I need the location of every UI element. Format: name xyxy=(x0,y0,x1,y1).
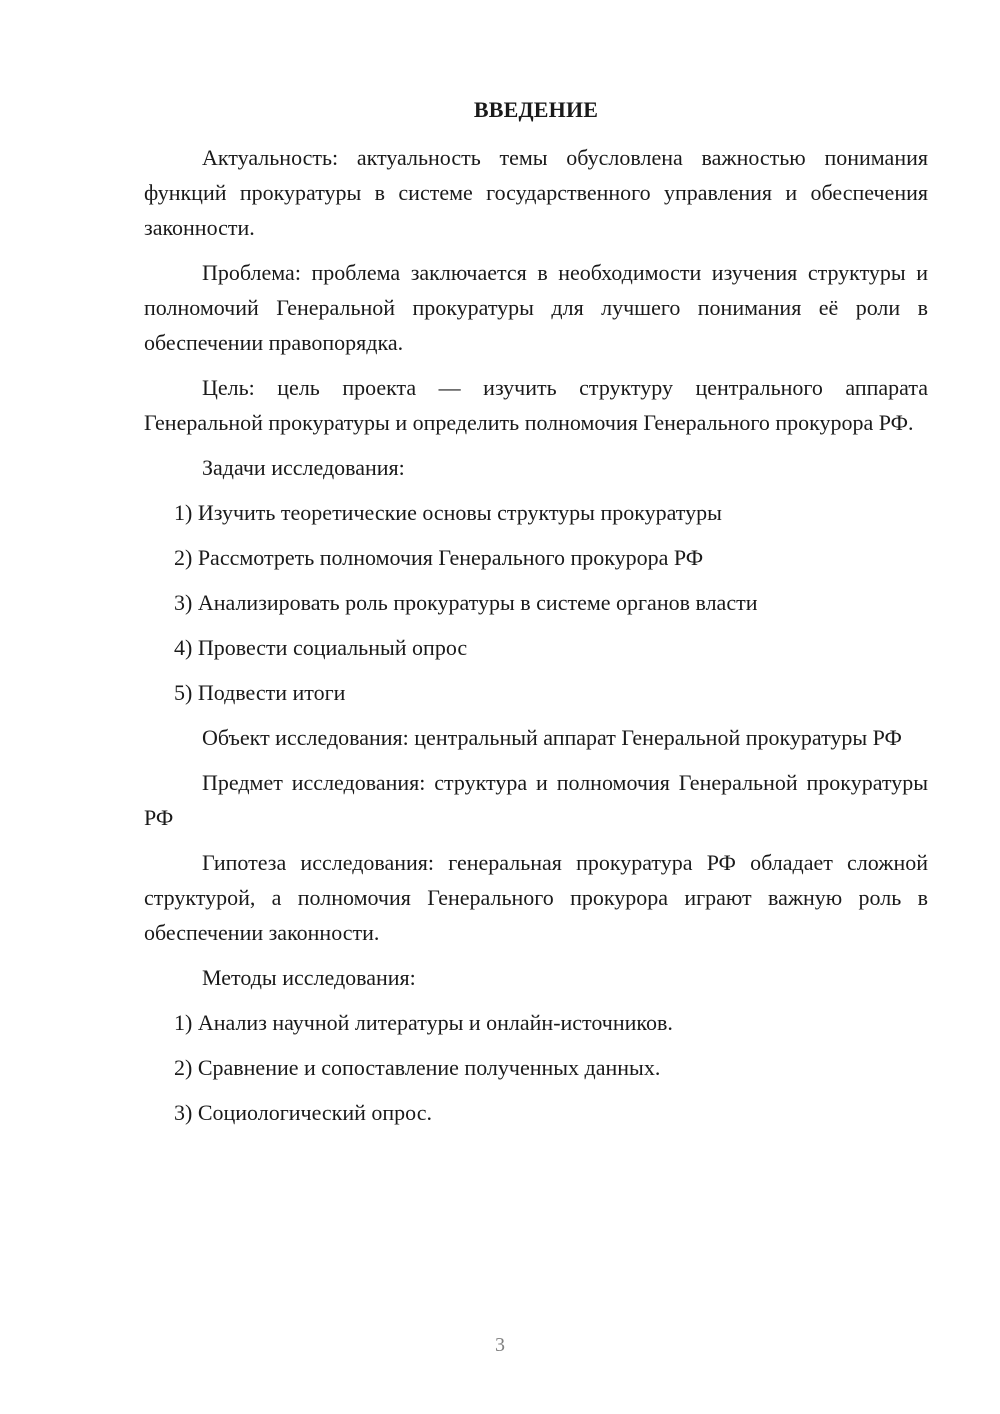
subject-paragraph: Предмет исследования: структура и полномочия Генеральной прокуратуры РФ xyxy=(144,770,928,830)
goal-paragraph: Цель: цель проекта — изучить структуру центрального аппарата Генеральной прокуратуры и определить полномочия Генерального прокурора РФ. xyxy=(144,375,928,435)
section-heading: ВВЕДЕНИЕ xyxy=(473,97,599,122)
tasks-list xyxy=(144,495,928,710)
page-number: 3 xyxy=(495,1334,505,1356)
task-item: 1) Изучить теоретические основы структуры прокуратуры xyxy=(174,500,722,525)
methods-list xyxy=(144,1005,928,1130)
method-item: 1) Анализ научной литературы и онлайн-источников. xyxy=(174,1010,673,1035)
problem-paragraph: Проблема: проблема заключается в необходимости изучения структуры и полномочий Генеральной прокуратуры для лучшего понимания её роли в обеспечении правопорядка. xyxy=(144,260,928,355)
task-item: 3) Анализировать роль прокуратуры в системе органов власти xyxy=(174,590,758,615)
relevance-paragraph: Актуальность: актуальность темы обусловлена важностью понимания функций прокуратуры в системе государственного управления и обеспечения законности. xyxy=(144,145,928,240)
task-item: 4) Провести социальный опрос xyxy=(174,635,468,660)
document-body xyxy=(144,94,928,1140)
task-item: 5) Подвести итоги xyxy=(174,680,346,705)
method-item: 3) Социологический опрос. xyxy=(174,1100,432,1125)
task-item: 2) Рассмотреть полномочия Генерального прокурора РФ xyxy=(174,545,704,570)
object-paragraph: Объект исследования: центральный аппарат Генеральной прокуратуры РФ xyxy=(202,725,902,750)
tasks-label: Задачи исследования: xyxy=(202,455,405,480)
method-item: 2) Сравнение и сопоставление полученных данных. xyxy=(174,1055,661,1080)
hypothesis-paragraph: Гипотеза исследования: генеральная прокуратура РФ обладает сложной структурой, а полномочия Генерального прокурора играют важную роль в обеспечении законности. xyxy=(144,850,928,945)
methods-label: Методы исследования: xyxy=(202,965,416,990)
